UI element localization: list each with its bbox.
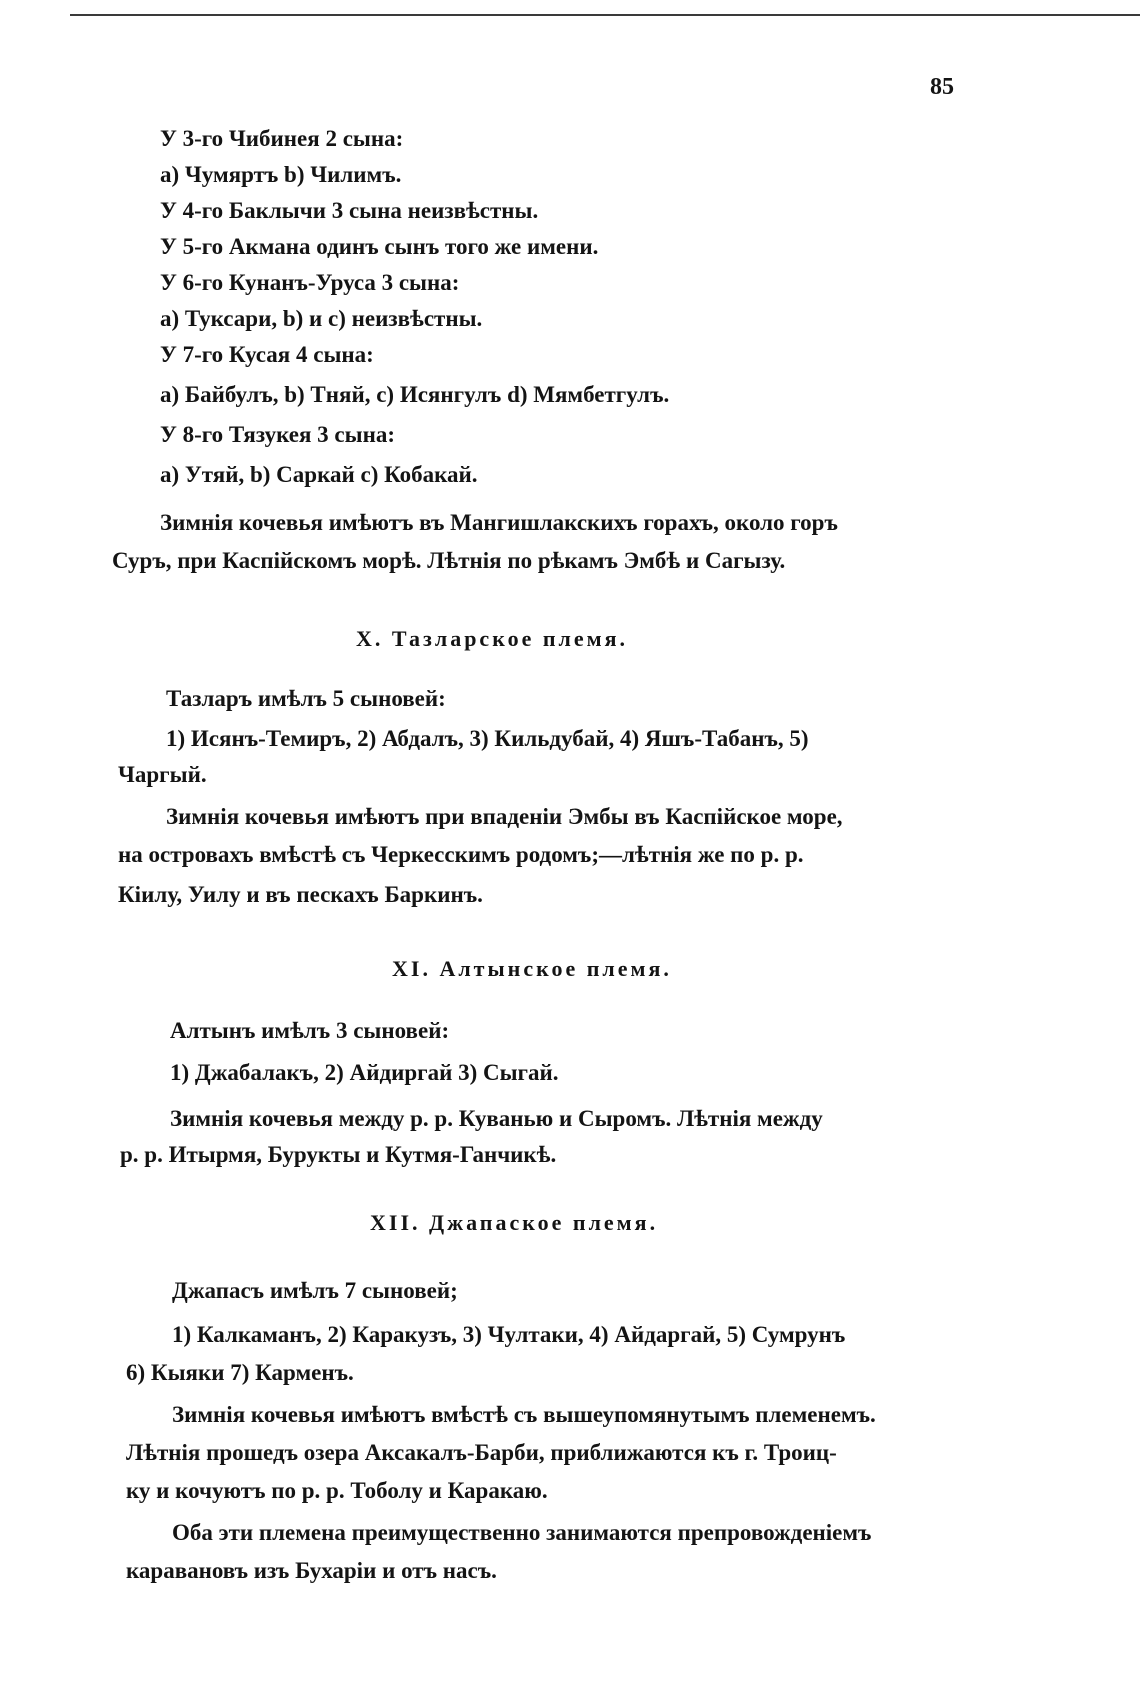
text-line: У 4-го Баклычи 3 сына неизвѣстны. [160, 198, 539, 223]
text-line: ку и кочуютъ по р. р. Тоболу и Каракаю. [126, 1478, 548, 1503]
text-line: a) Чумяртъ b) Чилимъ. [160, 162, 402, 187]
text-line: Зимнія кочевья между р. р. Куванью и Сыромъ. Лѣтнія между [170, 1106, 823, 1131]
text-line: 6) Кыяки 7) Карменъ. [126, 1360, 354, 1385]
text-line: 1) Джабалакъ, 2) Айдиргай 3) Сыгай. [170, 1060, 559, 1085]
text-line: У 3-го Чибинея 2 сына: [160, 126, 404, 151]
text-line: Кіилу, Уилу и въ пескахъ Баркинъ. [118, 882, 483, 907]
text-line: Оба эти племена преимущественно занимаются препровожденіемъ [172, 1520, 872, 1545]
section-heading: XI. Алтынское племя. [392, 956, 672, 981]
text-line: Джапасъ имѣлъ 7 сыновей; [172, 1278, 458, 1303]
text-line: Зимнія кочевья имѣютъ при впаденіи Эмбы въ Каспійское море, [166, 804, 843, 829]
text-line: a) Утяй, b) Саркай c) Кобакай. [160, 462, 478, 487]
section-heading: X. Тазларское племя. [356, 626, 629, 651]
text-line: Суръ, при Каспійскомъ морѣ. Лѣтнія по рѣкамъ Эмбѣ и Сагызу. [112, 548, 786, 573]
text-line: 1) Калкаманъ, 2) Каракузъ, 3) Чултаки, 4) Айдаргай, 5) Сумрунъ [172, 1322, 846, 1347]
text-line: Чаргый. [118, 762, 207, 787]
top-rule [70, 14, 1140, 16]
text-line: a) Байбулъ, b) Тняй, c) Исянгулъ d) Мямбетгулъ. [160, 382, 670, 407]
text-line: a) Туксари, b) и c) неизвѣстны. [160, 306, 483, 331]
text-line: Зимнія кочевья имѣютъ въ Мангишлакскихъ горахъ, около горъ [160, 510, 838, 535]
text-line: на островахъ вмѣстѣ съ Черкесскимъ родомъ;—лѣтнія же по р. р. [118, 842, 804, 867]
text-line: У 8-го Тязукея 3 сына: [160, 422, 395, 447]
text-line: Зимнія кочевья имѣютъ вмѣстѣ съ вышеупомянутымъ племенемъ. [172, 1402, 876, 1427]
text-line: У 5-го Акмана одинъ сынъ того же имени. [160, 234, 599, 259]
text-line: Тазларъ имѣлъ 5 сыновей: [166, 686, 446, 711]
text-line: каравановъ изъ Бухаріи и отъ насъ. [126, 1558, 497, 1583]
text-line: У 6-го Кунанъ-Уруса 3 сына: [160, 270, 460, 295]
text-line: У 7-го Кусая 4 сына: [160, 342, 374, 367]
text-line: 1) Исянъ-Темиръ, 2) Абдалъ, 3) Кильдубай, 4) Яшъ-Табанъ, 5) [166, 726, 809, 751]
text-line: Лѣтнія прошедъ озера Аксакалъ-Барби, приближаются къ г. Троиц- [126, 1440, 837, 1465]
page-number: 85 [930, 74, 954, 100]
text-line: р. р. Итырмя, Бурукты и Кутмя-Ганчикѣ. [120, 1142, 557, 1167]
section-heading: XII. Джапаское племя. [370, 1210, 659, 1235]
text-line: Алтынъ имѣлъ 3 сыновей: [170, 1018, 450, 1043]
